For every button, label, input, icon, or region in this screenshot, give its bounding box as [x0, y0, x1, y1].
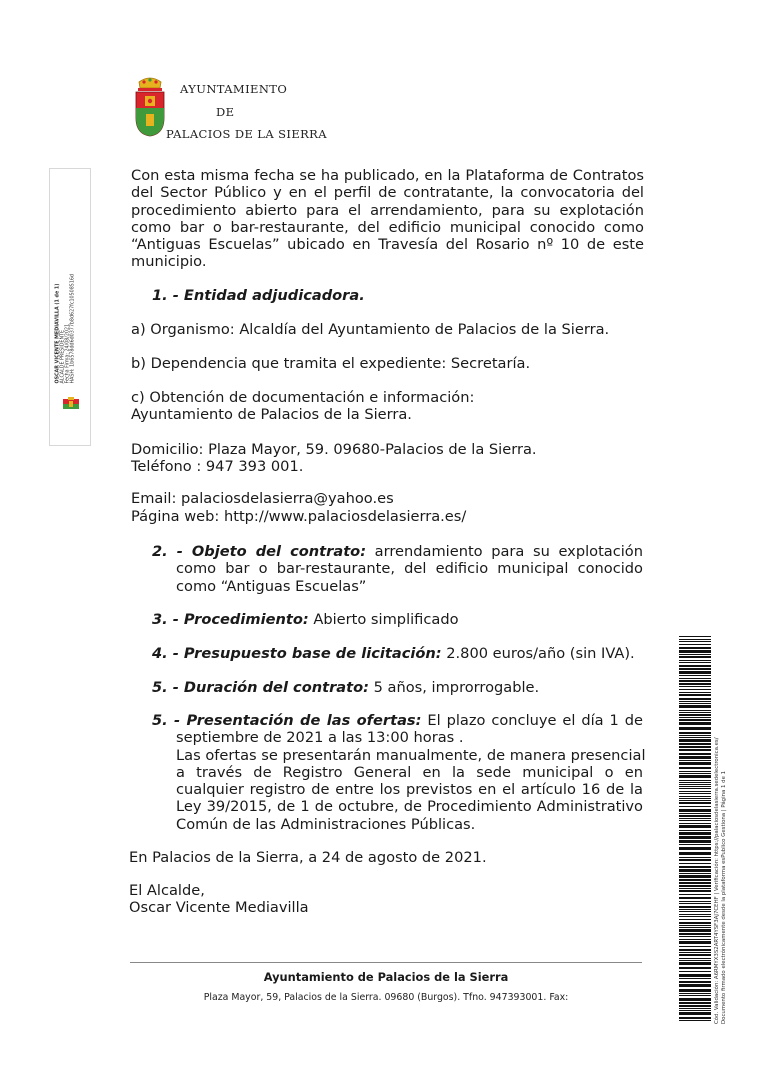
barcode-bar [679, 786, 711, 787]
barcode-bar [679, 962, 711, 965]
barcode-bar [679, 906, 711, 908]
section-5 [152, 679, 539, 696]
barcode-bar [679, 665, 711, 667]
barcode-bar [679, 683, 711, 685]
barcode-bar [679, 927, 711, 928]
validation-strip [714, 636, 736, 1024]
barcode-bar [679, 949, 711, 951]
section-6-line-3: Las ofertas se presentarán manualmente, de manera presencial [176, 746, 646, 764]
barcode-bar [679, 984, 711, 987]
dependencia-line: b) Dependencia que tramita el expediente: Secretaría. [131, 355, 531, 372]
section-4 [152, 645, 635, 662]
validation-line-2: Documento firmado electrónicamente desde la plataforma esPublico Gestiona | Página 1 de 1 [721, 770, 727, 1024]
barcode-bar [679, 978, 711, 979]
barcode-bar [679, 989, 711, 992]
barcode-bar [679, 735, 711, 736]
barcode-bar [679, 813, 711, 814]
barcode-bar [679, 919, 711, 920]
barcode-bar [679, 791, 711, 792]
date-line: En Palacios de la Sierra, a 24 de agosto de 2021. [129, 849, 487, 866]
section-4-text: 2.800 euros/año (sin IVA). [441, 645, 635, 662]
footer-address: Plaza Mayor, 59, Palacios de la Sierra. 09680 (Burgos). Tfno. 947393001. Fax: [203, 992, 569, 1003]
barcode-bar [679, 909, 711, 910]
signature-line-4: HASH: 1b6578dd6d0377b8d627fc10508516d [70, 273, 76, 383]
barcode-bar [679, 753, 711, 755]
barcode-bar [679, 869, 711, 872]
coat-of-arms-icon [133, 76, 167, 138]
barcode-bar [679, 654, 711, 655]
barcode-bar [679, 847, 711, 850]
barcode-bar [679, 675, 711, 676]
header-line-de: DE [216, 105, 235, 119]
barcode-bar [679, 815, 711, 817]
barcode-bar [679, 636, 711, 637]
section-1-heading: 1. - Entidad adjudicadora. [152, 287, 365, 304]
barcode-bar [679, 641, 711, 642]
barcode-bar [679, 890, 711, 892]
barcode-bar [679, 1005, 711, 1007]
signature-crest-icon [60, 397, 82, 411]
barcode-bar [679, 967, 711, 969]
barcode-bar [679, 784, 711, 785]
section-6-heading: 5. - Presentación de las ofertas: [152, 712, 422, 729]
section-6-line-1 [152, 712, 643, 729]
section-5-text: 5 años, improrrogable. [368, 679, 540, 696]
section-6-line-4: a través de Registro General en la sede municipal o en [176, 763, 643, 781]
barcode-bar [679, 644, 711, 645]
barcode-bar [679, 727, 711, 730]
barcode-bar [679, 916, 711, 917]
barcode-bar [679, 836, 711, 839]
barcode-bar [679, 823, 711, 824]
barcode-bar [679, 719, 711, 721]
barcode-bar [679, 775, 711, 778]
barcode-bar [679, 694, 711, 696]
web-line: Página web: http://www.palaciosdelasierra.es/ [131, 508, 467, 525]
barcode-bar [679, 767, 711, 769]
barcode-bar [679, 717, 711, 718]
barcode-bar [679, 1020, 711, 1021]
barcode-bar [679, 671, 711, 674]
section-3-text: Abierto simplificado [308, 611, 459, 628]
telefono-line: Teléfono : 947 393 001. [131, 458, 304, 475]
barcode-bar [679, 894, 711, 895]
barcode-bar [679, 925, 711, 926]
section-6-text: El plazo concluye el día 1 de [421, 712, 643, 729]
barcode-bar [679, 680, 711, 682]
barcode-bar [679, 692, 711, 693]
barcode-bar [679, 722, 711, 725]
barcode-bar [679, 952, 711, 953]
signature-text-block [55, 177, 76, 383]
barcode-bar [679, 771, 711, 772]
barcode-bar [679, 922, 711, 924]
barcode-bar [679, 662, 711, 663]
barcode-bar [679, 873, 711, 874]
barcode-bar [679, 933, 711, 935]
barcode-bar [679, 737, 711, 738]
barcode-bar [679, 820, 711, 821]
barcode-bar [679, 958, 711, 959]
barcode [679, 636, 711, 1024]
barcode-bar [679, 941, 711, 944]
barcode-bar [679, 668, 711, 670]
barcode-bar [679, 743, 711, 745]
barcode-bar [679, 698, 711, 700]
section-3-heading: 3. - Procedimiento: [152, 611, 309, 628]
barcode-bar [679, 971, 711, 972]
barcode-bar [679, 981, 711, 983]
barcode-bar [679, 830, 711, 831]
barcode-bar [679, 705, 711, 708]
intro-line: municipio. [131, 253, 207, 271]
barcode-bar [679, 954, 711, 956]
barcode-bar [679, 686, 711, 687]
intro-line: como bar o bar-restaurante, del edificio municipal conocido como [131, 218, 644, 236]
barcode-bar [679, 974, 711, 977]
barcode-bar [679, 852, 711, 855]
barcode-bar [679, 901, 711, 902]
header-line-municipality: PALACIOS DE LA SIERRA [166, 127, 327, 141]
signer-role: El Alcalde, [129, 882, 205, 899]
barcode-bar [679, 678, 711, 679]
barcode-bar [679, 825, 711, 828]
barcode-bar [679, 840, 711, 843]
intro-line: Con esta misma fecha se ha publicado, en la Plataforma de Contratos [131, 167, 644, 184]
barcode-bar [679, 712, 711, 713]
barcode-bar [679, 998, 711, 1001]
barcode-bar [679, 993, 711, 994]
barcode-bar [679, 800, 711, 801]
barcode-bar [679, 863, 711, 864]
barcode-bar [679, 710, 711, 711]
barcode-bar [679, 1017, 711, 1019]
section-2 [152, 543, 643, 595]
barcode-bar [679, 749, 711, 751]
barcode-bar [679, 756, 711, 759]
barcode-bar [679, 818, 711, 819]
barcode-bar [679, 650, 711, 653]
barcode-bar [679, 844, 711, 845]
barcode-bar [679, 946, 711, 947]
organismo-line: a) Organismo: Alcaldía del Ayuntamiento de Palacios de la Sierra. [131, 321, 610, 338]
barcode-bar [679, 882, 711, 884]
signature-stamp [49, 168, 91, 446]
barcode-bar [679, 760, 711, 761]
section-6-line-2: septiembre de 2021 a las 13:00 horas . [176, 729, 464, 747]
barcode-bar [679, 714, 711, 716]
barcode-bar [679, 929, 711, 932]
signature-line-3: Fecha Firma: 24/08/2021 [65, 323, 71, 383]
signer-name: Oscar Vicente Mediavilla [129, 899, 309, 916]
section-2-text: arrendamiento para su explotación [366, 543, 643, 560]
section-6-line-5: cualquier registro de entre los previstos en el artículo 16 de la [176, 781, 643, 799]
header-line-ayuntamiento: AYUNTAMIENTO [180, 82, 288, 96]
footer-divider [130, 962, 642, 963]
barcode-bar [679, 1012, 711, 1015]
barcode-bar [679, 660, 711, 661]
footer-organization: Ayuntamiento de Palacios de la Sierra [263, 970, 509, 984]
validation-line-1: Cód. Validación: A6RMYX3S2ART4YSF3AJ7CEHF | Verificación: https://palaciosdelasierra.sedelectronica.es/ [714, 737, 720, 1024]
intro-line: del Sector Público y en el perfil de contratante, la convocatoria del [131, 184, 644, 202]
barcode-bar [679, 732, 711, 734]
barcode-bar [679, 802, 711, 804]
section-6-line-7: Común de las Administraciones Públicas. [176, 815, 476, 833]
barcode-bar [679, 1010, 711, 1011]
barcode-bar [679, 701, 711, 702]
signature-line-1: OSCAR VICENTE MEDIAVILLA (1 de 1) [55, 283, 61, 383]
barcode-bar [679, 903, 711, 904]
barcode-bar [679, 879, 711, 881]
barcode-bar [679, 806, 711, 807]
section-6 [152, 712, 646, 833]
intro-paragraph [131, 167, 644, 271]
barcode-bar [679, 911, 711, 912]
barcode-bar [679, 647, 711, 649]
barcode-bar [679, 960, 711, 961]
barcode-bar [679, 888, 711, 889]
barcode-bar [679, 689, 711, 690]
barcode-bar [679, 1002, 711, 1004]
section-5-heading: 5. - Duración del contrato: [152, 679, 369, 696]
barcode-bar [679, 897, 711, 899]
section-2-line-2: como bar o bar-restaurante, del edificio municipal conocido [176, 560, 643, 578]
barcode-bar [679, 746, 711, 748]
barcode-bar [679, 885, 711, 887]
barcode-bar [679, 773, 711, 774]
barcode-bar [679, 639, 711, 640]
barcode-bar [679, 875, 711, 878]
barcode-bar [679, 788, 711, 789]
barcode-bar [679, 656, 711, 658]
email-line: Email: palaciosdelasierra@yahoo.es [131, 490, 394, 507]
barcode-bar [679, 832, 711, 835]
barcode-bar [679, 936, 711, 937]
barcode-bar [679, 782, 711, 783]
barcode-bar [679, 995, 711, 996]
section-2-line-3: como “Antiguas Escuelas” [176, 577, 367, 595]
section-2-line-1 [152, 543, 643, 560]
barcode-bar [679, 739, 711, 742]
barcode-bar [679, 798, 711, 799]
section-3 [152, 611, 459, 628]
obtencion-entity-line: Ayuntamiento de Palacios de la Sierra. [131, 406, 412, 423]
barcode-bar [679, 857, 711, 858]
barcode-bar [679, 796, 711, 797]
section-6-line-6: Ley 39/2015, de 1 de octubre, de Procedimiento Administrativo [176, 798, 643, 816]
barcode-bar [679, 939, 711, 940]
barcode-bar [679, 914, 711, 915]
barcode-bar [679, 809, 711, 812]
barcode-bar [679, 866, 711, 868]
intro-line: “Antiguas Escuelas” ubicado en Travesía del Rosario nº 10 de este [131, 236, 644, 254]
domicilio-line: Domicilio: Plaza Mayor, 59. 09680-Palacios de la Sierra. [131, 441, 537, 458]
barcode-bar [679, 703, 711, 704]
obtencion-line: c) Obtención de documentación e información: [131, 389, 475, 406]
signature-line-2: ALCALDE PRESIDENTE [60, 329, 66, 383]
barcode-bar [679, 762, 711, 765]
section-2-heading: 2. - Objeto del contrato: [152, 543, 367, 560]
barcode-bar [679, 1008, 711, 1009]
barcode-bar [679, 793, 711, 794]
barcode-bar [679, 859, 711, 861]
barcode-bar [679, 780, 711, 781]
intro-line: procedimiento abierto para el arrendamiento, para su explotación [131, 201, 644, 219]
section-4-heading: 4. - Presupuesto base de licitación: [152, 645, 442, 662]
